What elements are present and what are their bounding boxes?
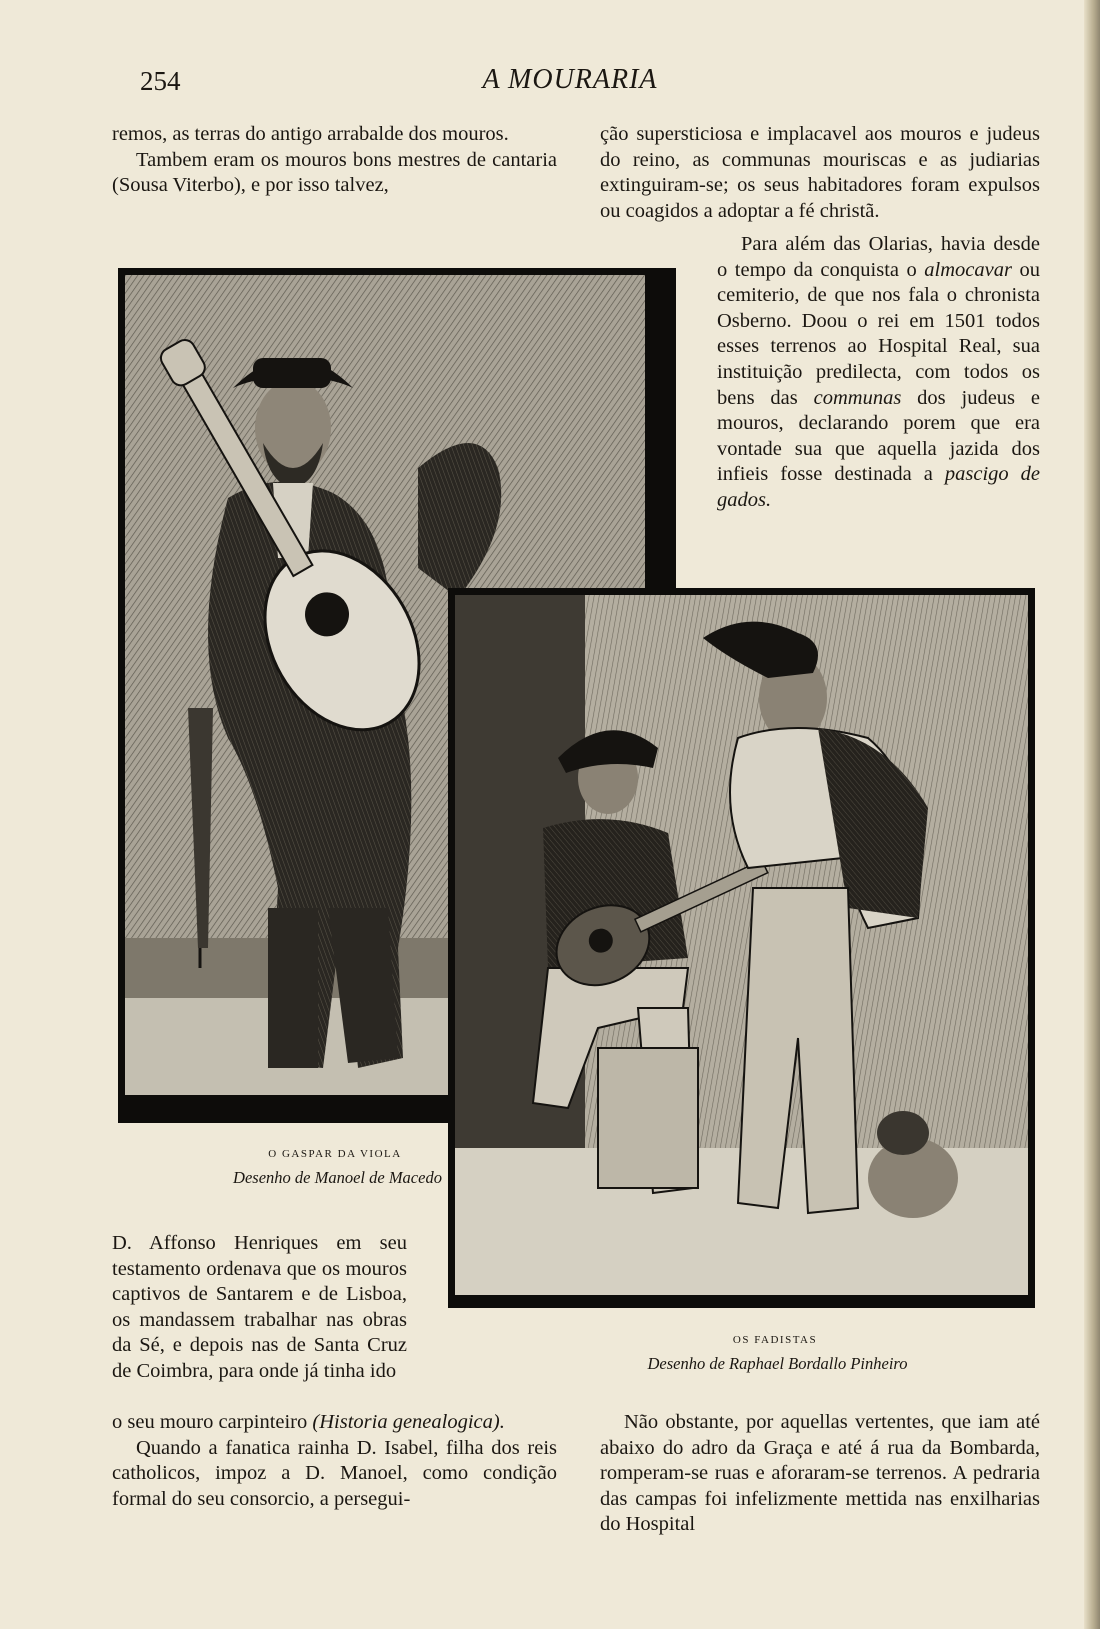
paragraph-persecution: ção supersticiosa e implacavel aos mouros e judeus do reino, as communas mouriscas e as judiarias extinguiram-se; os seus habitadores foram expulsos ou coagidos a adoptar a fé christã.	[600, 123, 1040, 222]
paragraph-affonso: D. Affonso Henriques em seu testamento ordenava que os mouros captivos de Santarem e de Lisboa, os mandassem trabalhar nas obras da Sé, e depois nas de Santa Cruz de Coimbra, para onde já tinha ido	[112, 1232, 407, 1382]
italic-term-almocavar: almocavar	[924, 258, 1012, 281]
paragraph-continuation: remos, as terras do antigo arrabalde dos mouros.	[112, 123, 509, 145]
text-segment: o seu mouro carpinteiro	[112, 1411, 308, 1433]
paragraph-cantaria: Tambem eram os mouros bons mestres de cantaria (Sousa Viterbo), e por isso talvez,	[112, 148, 557, 197]
text-segment: dos judeus e mouros, declarando porem que era vontade sua que aquella jazida dos infieis fosse destinada a	[717, 386, 1040, 486]
paragraph-olarias	[717, 232, 1040, 514]
figure-1-credit: Desenho de Manoel de Macedo	[233, 1168, 442, 1187]
right-column-bottom	[600, 1410, 1040, 1538]
italic-term-communas: communas	[813, 386, 902, 409]
right-column-top	[600, 122, 1040, 224]
left-column-top	[112, 122, 557, 199]
page-edge	[1084, 0, 1100, 1629]
paragraph-nao-obstante: Não obstante, por aquellas vertentes, que iam até abaixo do adro da Graça e até á rua da Bombarda, romperam-se ruas e aforaram-se terrenos. A pedraria das campas foi infelizmente mettida nas enxilharias do Hospital	[600, 1411, 1040, 1536]
left-column-bottom	[112, 1410, 557, 1512]
right-column-middle	[717, 232, 1040, 514]
figure-1-title: O GASPAR DA VIOLA	[268, 1148, 402, 1160]
figure-2-credit: Desenho de Raphael Bordallo Pinheiro	[647, 1354, 908, 1373]
italic-citation: (Historia genealogica).	[312, 1411, 505, 1433]
text-segment: ou cemiterio, de que nos fala o chronista Osberno. Doou o rei em 1501 todos esses terrenos ao Hospital Real, sua instituição predilecta, com todos os bens das	[717, 258, 1041, 409]
fadistas-engraving	[448, 588, 1035, 1308]
left-column-middle	[112, 1231, 407, 1385]
paragraph-isabel: Quando a fanatica rainha D. Isabel, filha dos reis catholicos, impoz a D. Manoel, como condição formal do seu consorcio, a persegui-	[112, 1436, 557, 1510]
figure-2-title: OS FADISTAS	[732, 1334, 818, 1346]
paragraph-carpinteiro	[112, 1410, 557, 1436]
running-title: A MOURARIA	[482, 64, 658, 95]
italic-term-pascigo: pascigo de gados.	[717, 463, 1041, 511]
page-header	[0, 62, 1100, 102]
text-segment: Para além das Olarias, havia desde o tempo da conquista o	[717, 233, 1040, 281]
page-number: 254	[140, 66, 181, 96]
illustration-os-fadistas	[448, 588, 1035, 1308]
